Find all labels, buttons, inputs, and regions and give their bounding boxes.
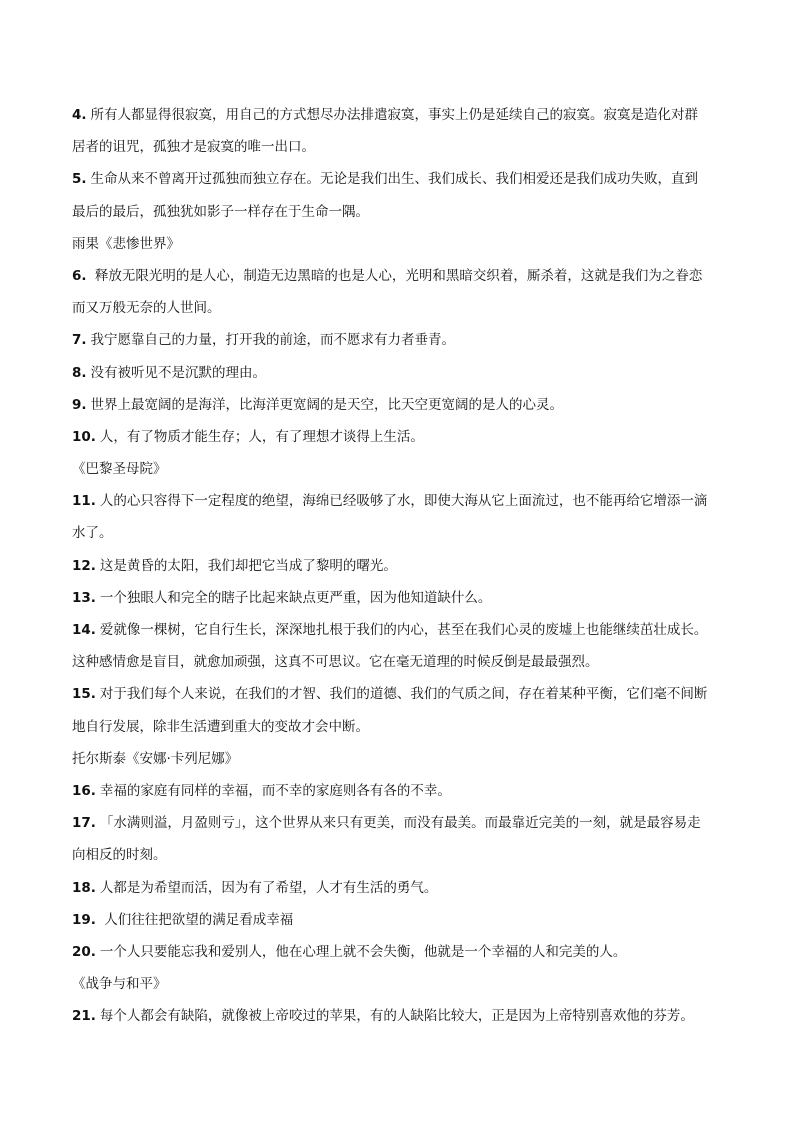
quote-line [72,614,732,646]
document-body [72,99,732,1032]
quote-number: 7. [72,332,87,349]
quote-text: 爱就像一棵树，它自行生长，深深地扎根于我们的内心，甚至在我们心灵的废墟上也能继续茁壮成长。 [99,622,708,638]
quote-text: 这是黄昏的太阳，我们却把它当成了黎明的曙光。 [99,557,397,574]
quote-line [72,260,732,292]
quote-line [72,357,732,389]
quote-number: 10. [72,428,96,445]
quote-text: 向相反的时刻。 [72,847,167,864]
quote-item [72,872,732,904]
quote-number: 14. [72,622,96,638]
quote-text: 地自行发展，除非生活遭到重大的变故才会中断。 [72,718,369,735]
quote-text: 没有被听见不是沉默的理由。 [90,364,267,381]
quote-text: 一个独眼人和完全的瞎子比起来缺点更严重，因为他知道缺什么。 [99,589,492,606]
quote-text: 人们往往把欲望的满足看成幸福 [99,911,294,928]
quote-line [72,196,732,228]
quote-item [72,485,732,549]
quote-item [72,775,732,807]
quote-text: 每个人都会有缺陷，就像被上帝咬过的苹果，有的人缺陷比较大，正是因为上帝特别喜欢他的芬芳。 [99,1008,694,1025]
quote-text: 释放无限光明的是人心，制造无边黑暗的也是人心，光明和黑暗交织着，厮杀着，这就是我们为之眷恋 [90,267,703,284]
quote-item [72,163,732,227]
quote-item [72,421,732,453]
quote-item [72,936,732,968]
quote-number: 19. [72,911,96,928]
quote-number: 21. [72,1008,96,1025]
quote-text: 对于我们每个人来说，在我们的才智、我们的道德、我们的气质之间，存在着某种平衡，它们毫不间断 [99,686,708,703]
quote-number: 20. [72,943,96,960]
quote-line [72,678,732,710]
quote-text: 我宁愿靠自己的力量，打开我的前途，而不愿求有力者垂青。 [90,332,456,349]
quote-item [72,357,732,389]
quote-text: 最后的最后，孤独犹如影子一样存在于生命一隅。 [72,203,369,220]
quote-number: 12. [72,557,96,574]
quote-item [72,614,732,678]
quote-text: 人都是为希望而活，因为有了希望，人才有生活的勇气。 [99,879,438,896]
quote-line [72,872,732,904]
section-heading: 雨果《悲惨世界》 [72,235,180,252]
section-heading: 《巴黎圣母院》 [72,461,167,478]
quote-line [72,550,732,582]
quote-line [72,163,732,195]
quote-number: 16. [72,782,96,799]
quote-item [72,99,732,163]
quote-text: 「水满则溢，月盈则亏」，这个世界从来只有更美，而没有最美。而最靠近完美的一刻，就是最容易走 [99,815,701,832]
quote-line [72,324,732,356]
quote-line [72,807,732,839]
quote-item [72,389,732,421]
quote-number: 4. [72,107,87,123]
quote-text: 幸福的家庭有同样的幸福，而不幸的家庭则各有各的不幸。 [99,782,451,799]
quote-item [72,550,732,582]
quote-line [72,904,732,936]
quote-item [72,678,732,742]
quote-item [72,324,732,356]
quote-line [72,421,732,453]
quote-number: 17. [72,815,96,832]
quote-line [72,775,732,807]
quote-text: 一个人只要能忘我和爱别人，他在心理上就不会失衡，他就是一个幸福的人和完美的人。 [99,943,627,960]
quote-line [72,839,732,871]
quote-item [72,904,732,936]
quote-number: 15. [72,686,96,703]
quote-item [72,807,732,871]
quote-line [72,131,732,163]
quote-item [72,260,732,324]
quote-line [72,582,732,614]
quote-line [72,517,732,549]
quote-line [72,711,732,743]
quote-text: 居者的诅咒，孤独才是寂寞的唯一出口。 [72,139,315,156]
quote-line [72,646,732,678]
quote-item [72,582,732,614]
quote-number: 9. [72,396,87,413]
quote-text: 水了。 [72,525,113,542]
quote-text: 人的心只容得下一定程度的绝望，海绵已经吸够了水，即使大海从它上面流过，也不能再给它增添一滴 [99,493,708,510]
section-heading: 《战争与和平》 [72,976,167,993]
quote-number: 5. [72,171,87,188]
quote-number: 18. [72,879,96,896]
quote-text: 世界上最宽阔的是海洋，比海洋更宽阔的是天空，比天空更宽阔的是人的心灵。 [90,396,564,413]
quote-number: 6. [72,267,87,284]
quote-line [72,99,732,131]
quote-text: 生命从来不曾离开过孤独而独立存在。无论是我们出生、我们成长、我们相爱还是我们成功失败，直到 [90,171,699,188]
quote-line [72,485,732,517]
quote-text: 这种感情愈是盲目，就愈加顽强，这真不可思议。它在毫无道理的时候反倒是最最强烈。 [72,654,599,671]
quote-number: 8. [72,364,87,381]
quote-line [72,292,732,324]
quote-item [72,1000,732,1032]
quote-line [72,389,732,421]
quote-line [72,936,732,968]
quote-line [72,1000,732,1032]
quote-text: 所有人都显得很寂寞，用自己的方式想尽办法排遣寂寞，事实上仍是延续自己的寂寞。寂寞是造化对群 [90,107,699,123]
section-heading: 托尔斯泰《安娜·卡列尼娜》 [72,750,239,767]
quote-text: 人，有了物质才能生存；人，有了理想才谈得上生活。 [99,428,424,445]
quote-number: 11. [72,493,96,510]
quote-text: 而又万般无奈的人世间。 [72,300,221,317]
quote-number: 13. [72,589,96,606]
